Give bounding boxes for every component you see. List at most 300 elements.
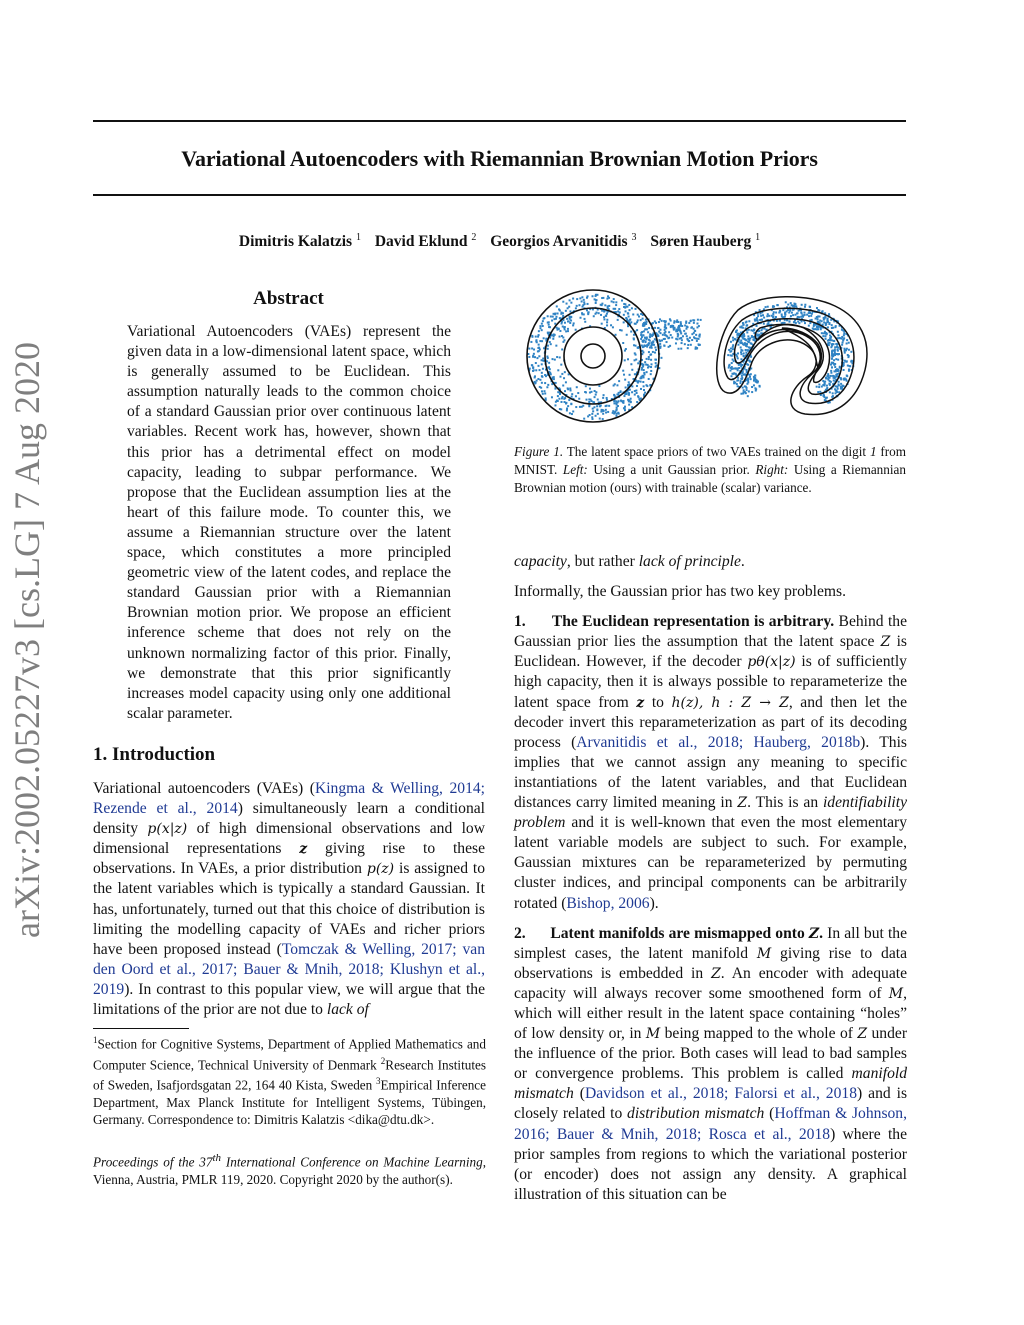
scatter-point (599, 405, 601, 407)
scatter-point (641, 336, 643, 338)
scatter-point (541, 382, 543, 384)
scatter-point (782, 309, 784, 311)
text-run: , but rather (566, 553, 639, 570)
scatter-point (576, 298, 578, 300)
scatter-point (557, 369, 559, 371)
scatter-point (844, 352, 846, 354)
scatter-point (791, 312, 793, 314)
scatter-point (645, 340, 647, 342)
scatter-point (560, 364, 562, 366)
scatter-point (541, 363, 543, 365)
list-number: 1. (514, 613, 526, 631)
scatter-point (741, 325, 743, 327)
text-run: of high dimensional observations and low dimensional representations (93, 820, 485, 858)
scatter-point (798, 310, 800, 312)
scatter-point (643, 330, 645, 332)
scatter-point (625, 306, 627, 308)
scatter-point (746, 387, 748, 389)
contour-ring (564, 327, 622, 385)
citation-link[interactable]: Kingma & Welling, 2014; Rezende et al., 2014 (93, 780, 485, 818)
scatter-point (732, 337, 734, 339)
scatter-point (539, 325, 541, 327)
scatter-point (658, 321, 660, 323)
scatter-point (541, 390, 543, 392)
scatter-point (819, 391, 821, 393)
intro-paragraph (93, 779, 485, 1020)
scatter-point (541, 340, 543, 342)
scatter-point (627, 313, 629, 315)
scatter-point (643, 385, 645, 387)
scatter-point (557, 312, 559, 314)
scatter-point (803, 312, 805, 314)
scatter-point (532, 366, 534, 368)
text-run-italic: Proceedings of the 37 (93, 1154, 213, 1170)
scatter-point (608, 405, 610, 407)
text-run: giving rise to these observations. In VAEs, a prior distribution (93, 840, 485, 878)
scatter-point (747, 395, 749, 397)
scatter-point (613, 394, 615, 396)
scatter-point (655, 362, 657, 364)
scatter-point (642, 323, 644, 325)
scatter-point (614, 308, 616, 310)
scatter-point (687, 326, 689, 328)
scatter-point (729, 351, 731, 353)
scatter-point (599, 418, 601, 420)
scatter-point (635, 390, 637, 392)
scatter-point (559, 330, 561, 332)
scatter-point (636, 392, 638, 394)
scatter-point (676, 338, 678, 340)
scatter-point (845, 378, 847, 380)
scatter-point (547, 322, 549, 324)
scatter-point (838, 384, 840, 386)
scatter-point (603, 316, 605, 318)
text-run: giving rise to data observations is embedded in (514, 944, 907, 982)
text-run: being mapped to the whole of (660, 1025, 858, 1043)
scatter-point (631, 391, 633, 393)
scatter-point (682, 335, 684, 337)
scatter-point (578, 398, 580, 400)
scatter-point (787, 309, 789, 311)
text-run: ) and is closely related to (514, 1085, 908, 1123)
scatter-point (644, 392, 646, 394)
scatter-point (821, 332, 823, 334)
scatter-point (654, 338, 656, 340)
scatter-point (747, 381, 749, 383)
scatter-point (566, 318, 568, 320)
scatter-point (566, 408, 568, 410)
scatter-point (832, 355, 834, 357)
scatter-point (839, 366, 841, 368)
scatter-point (569, 299, 571, 301)
scatter-point (659, 340, 661, 342)
scatter-point (649, 340, 651, 342)
scatter-point (628, 316, 630, 318)
scatter-point (592, 401, 594, 403)
contours-brownian (717, 297, 867, 415)
scatter-point (837, 334, 839, 336)
scatter-point (834, 346, 836, 348)
scatter-point (744, 339, 746, 341)
scatter-point (801, 304, 803, 306)
scatter-point (630, 401, 632, 403)
scatter-point (776, 320, 778, 322)
scatter-point (727, 354, 729, 356)
scatter-point (737, 344, 739, 346)
author (650, 233, 760, 250)
scatter-point (845, 361, 847, 363)
scatter-point (831, 324, 833, 326)
scatter-point (836, 346, 838, 348)
scatter-point (637, 362, 639, 364)
scatter-point (733, 372, 735, 374)
scatter-point (628, 404, 630, 406)
scatter-point (557, 391, 559, 393)
scatter-point (740, 353, 742, 355)
scatter-point (613, 301, 615, 303)
affiliation-mark: 1 (755, 232, 761, 243)
scatter-point (754, 375, 756, 377)
scatter-point (833, 340, 835, 342)
text-run: Research Institutes of Sweden, Isafjordsgatan 22, 164 40 Kista, Sweden (93, 1056, 486, 1093)
scatter-point (793, 305, 795, 307)
scatter-point (828, 375, 830, 377)
scatter-point (588, 401, 590, 403)
scatter-point (606, 321, 608, 323)
scatter-point (546, 386, 548, 388)
scatter-point (700, 319, 702, 321)
scatter-point (612, 326, 614, 328)
scatter-point (748, 390, 750, 392)
affiliation-mark: 3 (631, 232, 637, 243)
scatter-point (561, 348, 563, 350)
scatter-point (836, 353, 838, 355)
scatter-point (847, 365, 849, 367)
scatter-point (559, 336, 561, 338)
scatter-point (585, 385, 587, 387)
scatter-point (589, 414, 591, 416)
text-run: ( (573, 1085, 585, 1103)
scatter-point (831, 352, 833, 354)
scatter-point (660, 357, 662, 359)
scatter-point (587, 303, 589, 305)
scatter-point (687, 344, 689, 346)
scatter-point (677, 333, 679, 335)
scatter-point (696, 347, 698, 349)
scatter-point (623, 303, 625, 305)
scatter-point (547, 366, 549, 368)
scatter-point (577, 392, 579, 394)
scatter-point (699, 336, 701, 338)
scatter-point (634, 394, 636, 396)
scatter-point (625, 393, 627, 395)
scatter-point (567, 405, 569, 407)
scatter-point (541, 359, 543, 361)
scatter-point (833, 379, 835, 381)
scatter-point (647, 344, 649, 346)
scatter-point (804, 304, 806, 306)
scatter-point (570, 389, 572, 391)
scatter-point (684, 324, 686, 326)
scatter-point (846, 375, 848, 377)
scatter-point (553, 335, 555, 337)
scatter-point (554, 313, 556, 315)
scatter-point (758, 385, 760, 387)
scatter-point (532, 370, 534, 372)
text-run: ). (649, 894, 659, 912)
scatter-point (594, 390, 596, 392)
scatter-point (569, 310, 571, 312)
text-run-italic: Right: (755, 462, 789, 478)
text-run-italic: Left: (562, 462, 588, 478)
scatter-point (683, 330, 685, 332)
scatter-point (630, 321, 632, 323)
scatter-point (580, 317, 582, 319)
scatter-point (696, 340, 698, 342)
scatter-point (624, 350, 626, 352)
scatter-point (583, 301, 585, 303)
scatter-point (836, 390, 838, 392)
text-run: and it is well-known that even the most elementary latent variable models are subject to such. For example, Gaussian mixtures can be reparameterized by permuting cluster indices, and principal components can be arbitrarily rotated ( (514, 814, 907, 912)
scatter-point (642, 366, 644, 368)
scatter-point (740, 393, 742, 395)
scatter-point (648, 342, 650, 344)
scatter-point (616, 407, 618, 409)
scatter-point (751, 386, 753, 388)
scatter-point (554, 404, 556, 406)
scatter-point (740, 342, 742, 344)
scatter-point (696, 338, 698, 340)
scatter-point (778, 312, 780, 314)
scatter-point (743, 374, 745, 376)
scatter-point (809, 322, 811, 324)
scatter-point (756, 325, 758, 327)
text-run: . (819, 924, 824, 942)
scatter-point (674, 327, 676, 329)
scatter-point (623, 400, 625, 402)
scatter-point (555, 316, 557, 318)
scatter-point (755, 319, 757, 321)
scatter-point (829, 383, 831, 385)
scatter-point (784, 322, 786, 324)
scatter-point (677, 326, 679, 328)
scatter-point (817, 391, 819, 393)
scatter-point (605, 315, 607, 317)
scatter-point (668, 331, 670, 333)
scatter-point (846, 339, 848, 341)
scatter-point (595, 415, 597, 417)
scatter-point (837, 331, 839, 333)
scatter-point (562, 384, 564, 386)
scatter-point (623, 306, 625, 308)
scatter-point (625, 310, 627, 312)
scatter-point (694, 330, 696, 332)
scatter-point (552, 358, 554, 360)
scatter-point (644, 361, 646, 363)
scatter-point (652, 340, 654, 342)
math-inline: p(x|z) (147, 821, 188, 838)
scatter-point (647, 331, 649, 333)
text-run: . This is an (747, 794, 823, 812)
scatter-point (597, 413, 599, 415)
scatter-point (822, 335, 824, 337)
scatter-point (755, 379, 757, 381)
paper-title: Variational Autoencoders with Riemannian Brownian Motion Priors (181, 146, 818, 171)
scatter-point (596, 294, 598, 296)
scatter-point (804, 322, 806, 324)
scatter-point (830, 375, 832, 377)
scatter-point (648, 351, 650, 353)
scatter-point (790, 315, 792, 317)
scatter-point (540, 387, 542, 389)
scatter-point (575, 395, 577, 397)
text-run: . (740, 553, 745, 570)
scatter-point (567, 307, 569, 309)
scatter-point (643, 376, 645, 378)
scatter-point (697, 319, 699, 321)
scatter-point (657, 335, 659, 337)
scatter-point (831, 362, 833, 364)
scatter-point (643, 369, 645, 371)
scatter-point (648, 356, 650, 358)
scatter-point (775, 316, 777, 318)
scatter-point (567, 388, 569, 390)
scatter-point (684, 343, 686, 345)
scatter-point (748, 346, 750, 348)
scatter-point (618, 400, 620, 402)
scatter-point (606, 399, 608, 401)
scatter-point (561, 322, 563, 324)
scatter-point (550, 343, 552, 345)
scatter-point (634, 359, 636, 361)
scatter-point (650, 373, 652, 375)
scatter-point (607, 307, 609, 309)
scatter-point (534, 382, 536, 384)
author-name: Georgios Arvanitidis (490, 233, 628, 251)
scatter-point (553, 333, 555, 335)
scatter-point (784, 313, 786, 315)
scatter-point (642, 318, 644, 320)
scatter-point (640, 334, 642, 336)
scatter-point (645, 364, 647, 366)
scatter-point (586, 309, 588, 311)
scatter-point (733, 368, 735, 370)
scatter-point (753, 329, 755, 331)
scatter-point (842, 342, 844, 344)
scatter-point (594, 396, 596, 398)
scatter-point (531, 347, 533, 349)
scatter-point (623, 314, 625, 316)
citation-link[interactable]: Hoffman & Johnson, 2016; Bauer & Mnih, 2018; Rosca et al., 2018 (514, 1105, 908, 1143)
scatter-point (827, 379, 829, 381)
scatter-point (692, 319, 694, 321)
scatter-point (567, 330, 569, 332)
scatter-point (617, 319, 619, 321)
citation-link[interactable]: Bishop, 2006 (566, 894, 650, 912)
problem-2-paragraph (514, 924, 907, 1205)
scatter-point (773, 311, 775, 313)
scatter-point (680, 337, 682, 339)
scatter-point (759, 319, 761, 321)
text-run: Behind the Gaussian prior lies the assumption that the latent space (514, 613, 908, 651)
scatter-point (745, 321, 747, 323)
scatter-point (686, 338, 688, 340)
scatter-point (542, 325, 544, 327)
scatter-point (623, 321, 625, 323)
scatter-point (687, 347, 689, 349)
scatter-point (612, 410, 614, 412)
scatter-point (801, 312, 803, 314)
scatter-point (673, 320, 675, 322)
scatter-point (623, 395, 625, 397)
scatter-point (731, 362, 733, 364)
scatter-point (595, 299, 597, 301)
text-run: is of sufficiently high capacity, then it is always possible to reparameterize the latent space from (514, 653, 907, 711)
scatter-point (797, 312, 799, 314)
scatter-point (596, 405, 598, 407)
scatter-point (678, 329, 680, 331)
scatter-point (627, 358, 629, 360)
scatter-point (837, 369, 839, 371)
scatter-point (831, 358, 833, 360)
scatter-point (636, 385, 638, 387)
text-run: , and then let the decoder invert this reparameterization as part of its decoding process ( (514, 693, 908, 751)
scatter-point (748, 338, 750, 340)
citation-link[interactable]: Tomczak & Welling, 2017; van den Oord et al., 2017; Bauer & Mnih, 2018; Klushyn et al., 2019 (93, 940, 485, 998)
scatter-point (818, 384, 820, 386)
scatter-point (795, 322, 797, 324)
scatter-point (742, 338, 744, 340)
scatter-point (825, 397, 827, 399)
scatter-point (575, 406, 577, 408)
scatter-point (686, 335, 688, 337)
scatter-point (664, 332, 666, 334)
scatter-point (819, 316, 821, 318)
scatter-point (553, 376, 555, 378)
scatter-point (798, 316, 800, 318)
citation-link[interactable]: Arvanitidis et al., 2018; Hauberg, 2018b (576, 733, 861, 751)
text-run-italic: 1 (869, 444, 877, 459)
scatter-point (645, 319, 647, 321)
scatter-point (739, 382, 741, 384)
scatter-point (568, 399, 570, 401)
scatter-point (695, 334, 697, 336)
scatter-point (742, 324, 744, 326)
text-run: Using a Riemannian Brownian motion (ours) with trainable (scalar) variance. (514, 462, 906, 496)
scatter-point (636, 321, 638, 323)
scatter-point (624, 359, 626, 361)
text-run: is assigned to the latent variables which is typically a standard Gaussian. It has, unfortunately, turned out that this choice of distribution is limiting the modelling capacity of VAEs and richer priors have been proposed instead ( (93, 860, 485, 958)
scatter-point (640, 319, 642, 321)
scatter-point (764, 328, 766, 330)
scatter-point (655, 365, 657, 367)
citation-link[interactable]: Davidson et al., 2018; Falorsi et al., 2018 (584, 1085, 857, 1103)
scatter-point (571, 413, 573, 415)
scatter-point (848, 342, 850, 344)
scatter-point (648, 327, 650, 329)
problem-heading: Latent manifolds are mismapped onto (550, 924, 809, 942)
scatter-point (837, 349, 839, 351)
scatter-point (589, 392, 591, 394)
scatter-point (730, 375, 732, 377)
scatter-point (565, 310, 567, 312)
scatter-point (765, 306, 767, 308)
list-number: 2. (514, 924, 526, 942)
scatter-point (746, 363, 748, 365)
scatter-point (841, 336, 843, 338)
scatter-point (606, 313, 608, 315)
scatter-point (829, 334, 831, 336)
